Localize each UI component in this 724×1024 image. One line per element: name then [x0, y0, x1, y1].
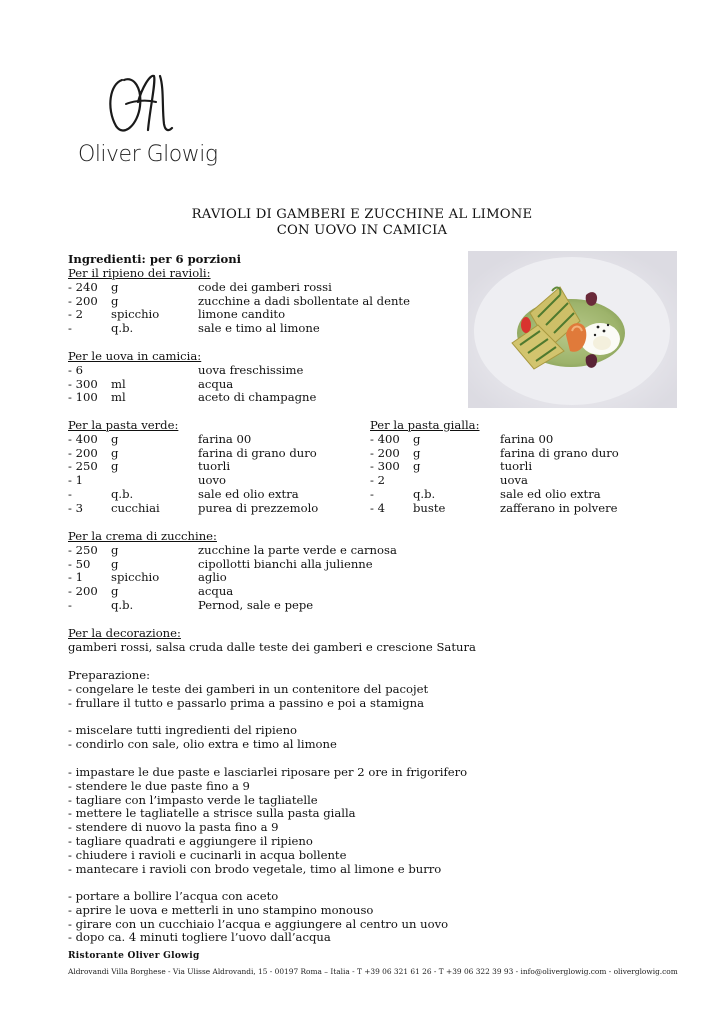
step-line: - frullare il tutto e passarlo prima a passino e poi a stamigna [68, 695, 425, 710]
step-line: - mantecare i ravioli con brodo vegetale, timo al limone e burro [68, 861, 442, 876]
section-heading: Per la pasta gialla: [370, 418, 480, 432]
ingredient-row: - 2 spicchio limone candito [68, 307, 286, 322]
step-line: - tagliare quadrati e aggiungere il ripieno [68, 833, 313, 848]
step-line: - stendere di nuovo la pasta fino a 9 [68, 820, 279, 835]
ingredient-row: - 240 g code dei gamberi rossi [68, 279, 332, 294]
ingredient-row: - 250 g tuorli [68, 459, 231, 474]
ingredient-row: - 1 uovo [68, 473, 226, 488]
ingredient-row: - 50 g cipollotti bianchi alla julienne [68, 556, 373, 571]
ingredient-row: - 100 ml aceto di champagne [68, 390, 317, 405]
step-line: - girare con un cucchiaio l’acqua e aggiungere al centro un uovo [68, 916, 449, 931]
step-line: - condirlo con sale, olio extra e timo al limone [68, 736, 337, 751]
recipe-title-line2: CON UOVO IN CAMICIA [276, 223, 448, 238]
monogram-logo-icon [102, 68, 182, 140]
section-heading-decorazione: Per la decorazione: [68, 626, 181, 640]
preparazione-group-3 [68, 766, 467, 876]
step-line: - aprire le uova e metterli in uno stampino monouso [68, 902, 374, 917]
section-crema-zucchine [68, 530, 408, 613]
preparazione-heading: Preparazione: [68, 668, 151, 682]
ingredient-row: - q.b. sale e timo al limone [68, 321, 320, 336]
ingredient-row: - 200 g farina di grano duro [370, 445, 619, 460]
dish-illustration-icon [468, 251, 677, 408]
ingredient-row: - q.b. sale ed olio extra [370, 486, 601, 501]
step-line: - dopo ca. 4 minuti togliere l’uovo dall’acqua [68, 930, 331, 945]
section-heading: Per il ripieno dei ravioli: [68, 266, 211, 280]
decorazione-text: gamberi rossi, salsa cruda dalle teste dei gamberi e crescione Satura [68, 640, 476, 654]
step-line: - tagliare con l’impasto verde le tagliatelle [68, 792, 318, 807]
ingredient-row: - 300 g tuorli [370, 459, 533, 474]
preparazione-group-1 [68, 683, 428, 711]
step-line: - chiudere i ravioli e cucinarli in acqua bollente [68, 847, 347, 862]
section-pasta-gialla [370, 419, 660, 516]
ingredient-row: - 200 g zucchine a dadi sbollentate al dente [68, 293, 410, 308]
ingredient-row: - 3 cucchiai purea di prezzemolo [68, 500, 319, 515]
ingredient-row: - q.b. sale ed olio extra [68, 486, 299, 501]
step-line: - impastare le due paste e lasciarlei riposare per 2 ore in frigorifero [68, 765, 468, 779]
ingredients-heading: Ingredienti: per 6 porzioni [68, 252, 242, 266]
ingredient-row: - 400 g farina 00 [68, 431, 252, 446]
footer-restaurant-name: Ristorante Oliver Glowig [68, 951, 200, 961]
ingredient-row: - 400 g farina 00 [370, 431, 554, 446]
ingredient-row: - q.b. Pernod, sale e pepe [68, 597, 314, 612]
ingredient-row: - 6 uova freschissime [68, 362, 304, 377]
footer-address: Aldrovandi Villa Borghese - Via Ulisse Aldrovandi, 15 - 00197 Roma – Italia - T +39 06 321 61 26 - T +39 06 322 39 93 - info@oliverglowig.com - oliverglowig.com [68, 967, 678, 976]
ingredient-row: - 2 uova [370, 473, 528, 488]
brand-name: Oliver Glowig [78, 142, 218, 167]
ingredient-row: - 4 buste zafferano in polvere [370, 500, 618, 515]
step-line: - miscelare tutti ingredienti del ripieno [68, 723, 298, 737]
section-heading: Per la crema di zucchine: [68, 529, 217, 543]
ingredient-row: - 300 ml acqua [68, 376, 234, 391]
ingredient-row: - 200 g acqua [68, 584, 234, 599]
step-line: - congelare le teste dei gamberi in un contenitore del pacojet [68, 682, 429, 696]
ingredient-row: - 1 spicchio aglio [68, 570, 227, 585]
ingredient-row: - 200 g farina di grano duro [68, 445, 317, 460]
section-heading: Per le uova in camicia: [68, 349, 202, 363]
preparazione-group-4 [68, 890, 448, 945]
ingredient-row: - 250 g zucchine la parte verde e carnosa [68, 542, 397, 557]
step-line: - stendere le due paste fino a 9 [68, 778, 250, 793]
brand-logo [74, 66, 218, 176]
section-uova [68, 350, 408, 405]
step-line: - mettere le tagliatelle a strisce sulla pasta gialla [68, 806, 356, 821]
section-pasta-verde [68, 419, 358, 516]
section-heading: Per la pasta verde: [68, 418, 179, 432]
section-ripieno [68, 267, 408, 336]
step-line: - portare a bollire l’acqua con aceto [68, 889, 279, 903]
dish-photo [468, 251, 677, 408]
recipe-title-line1: RAVIOLI DI GAMBERI E ZUCCHINE AL LIMONE [191, 207, 533, 222]
preparazione-group-2 [68, 724, 337, 752]
